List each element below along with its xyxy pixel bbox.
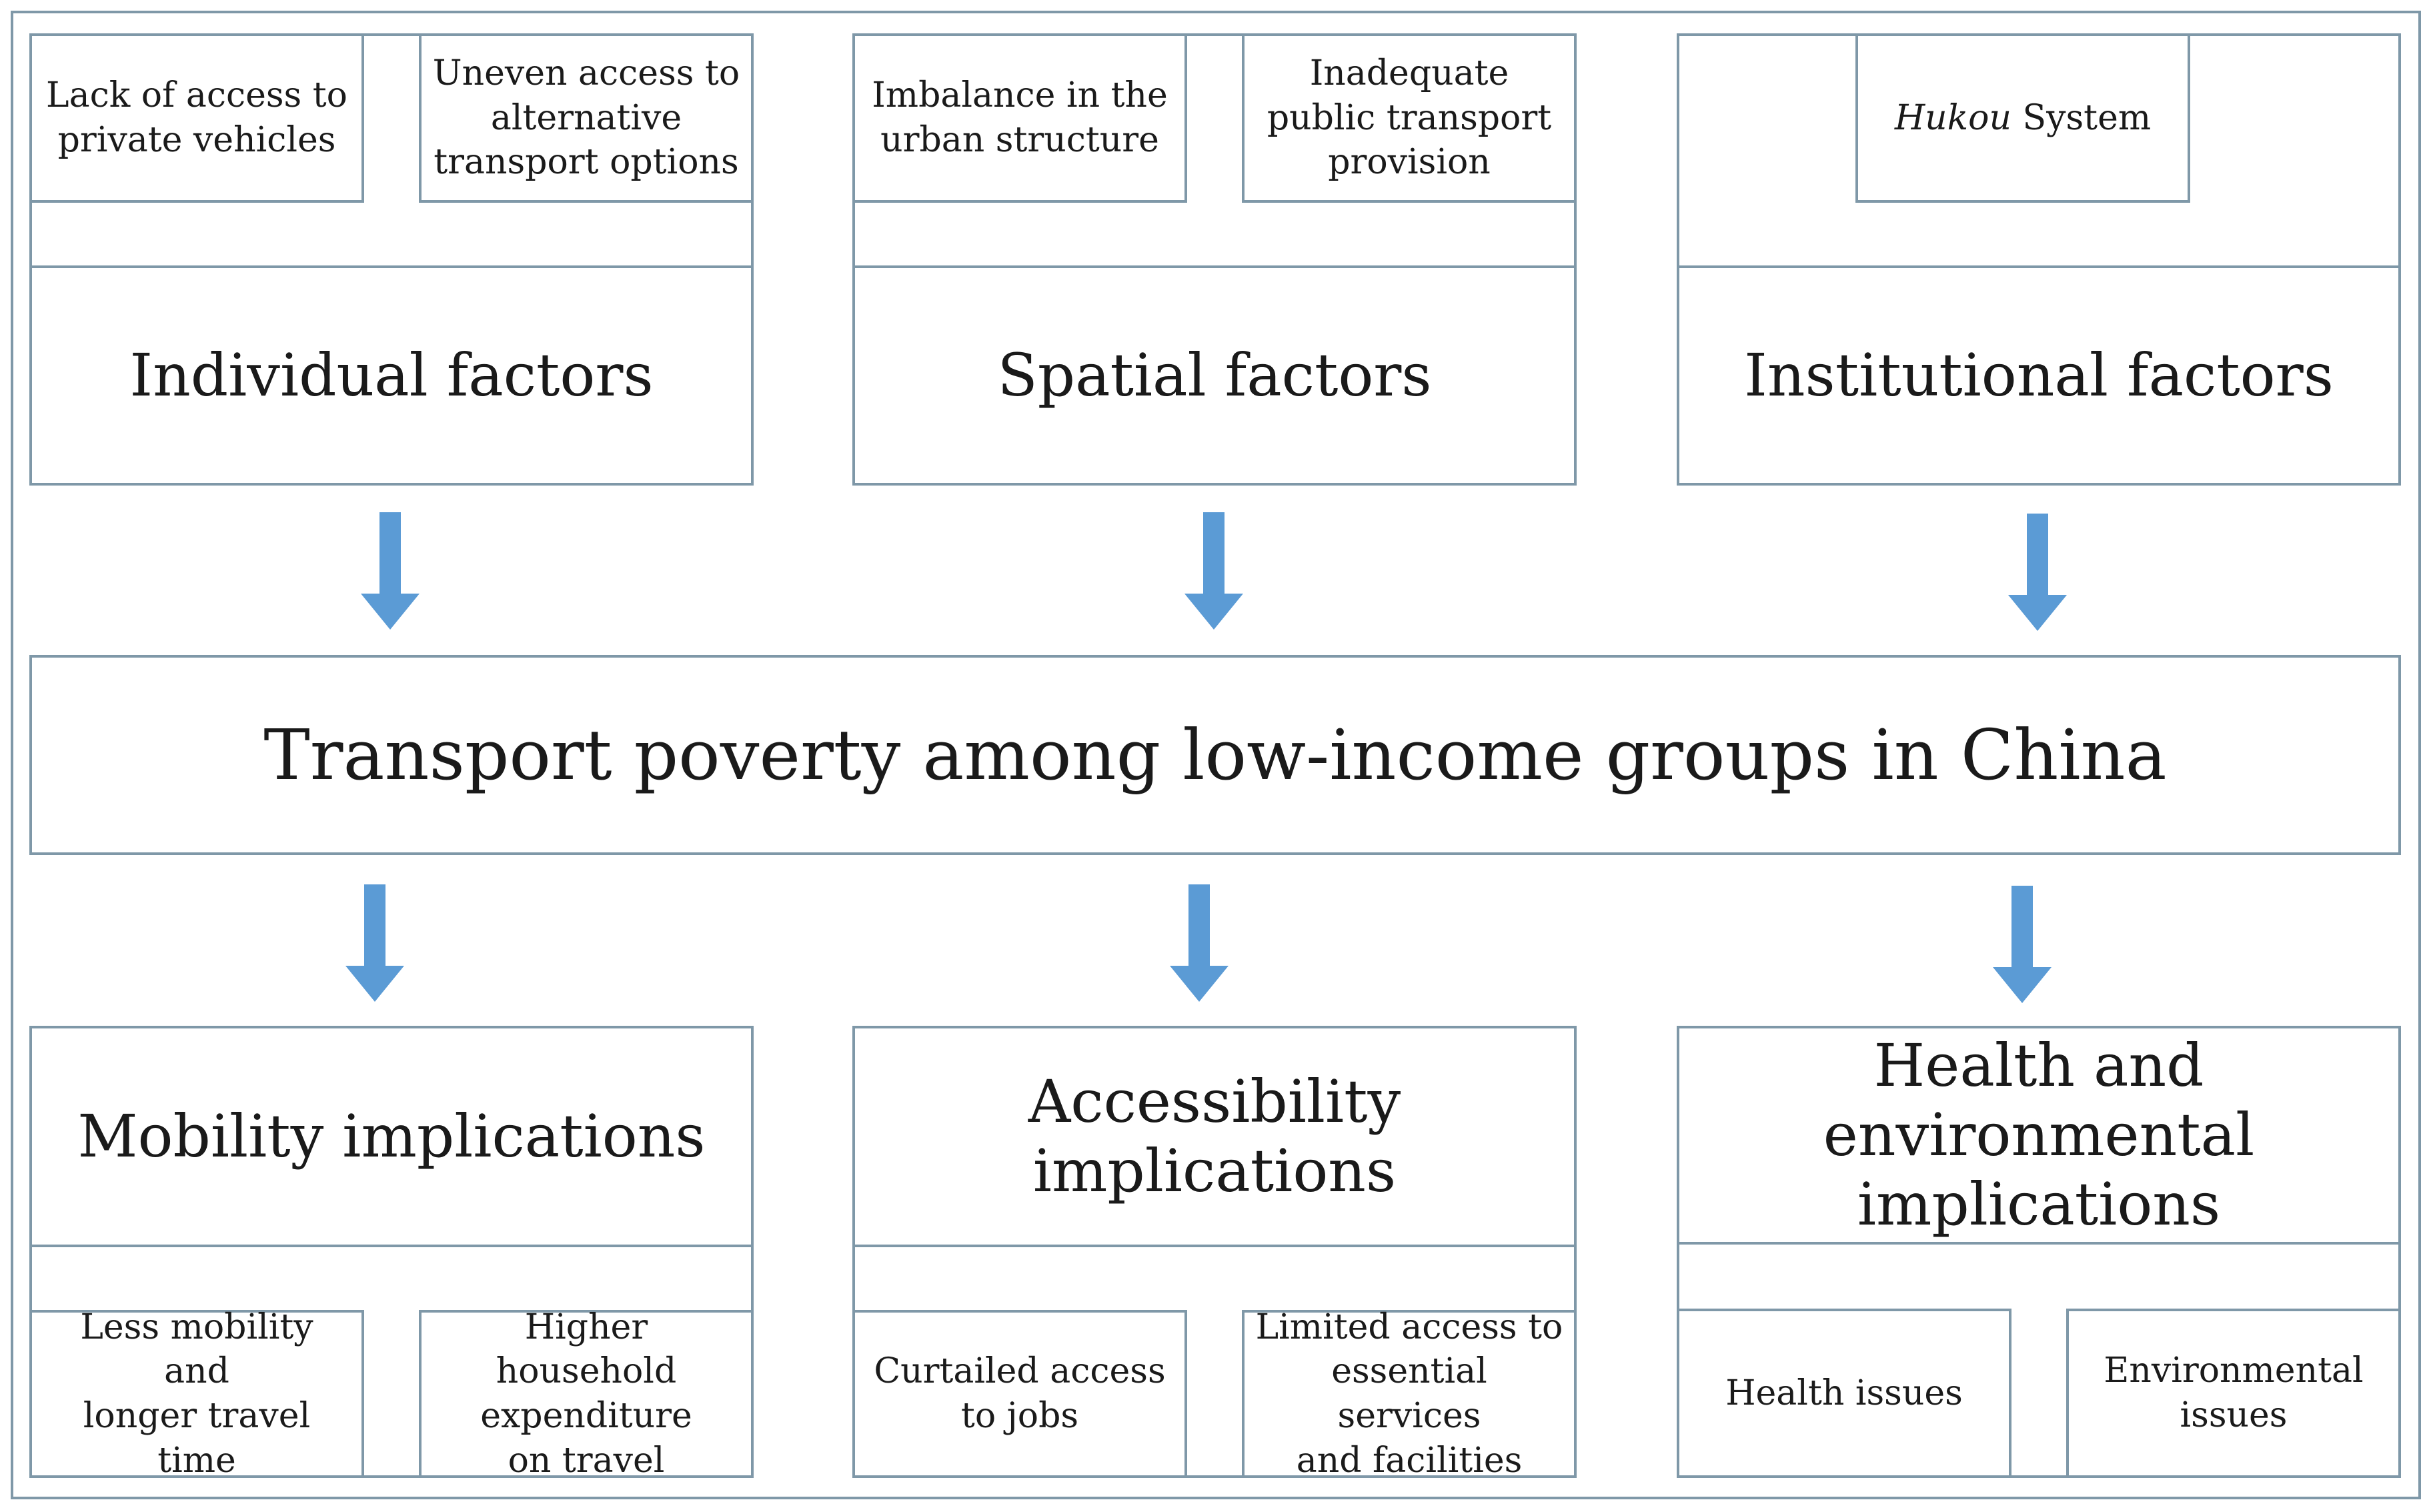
health-implications-title: Health and environmental implications <box>1677 1026 2401 1245</box>
mobility-implications-title: Mobility implications <box>29 1026 754 1247</box>
arrow-down-accessibility <box>1166 884 1233 1002</box>
individual-item-alternative-transport: Uneven access to alternative transport options <box>419 33 754 203</box>
arrow-down-institutional <box>2004 514 2071 631</box>
health-item-health-issues: Health issues <box>1677 1309 2011 1478</box>
arrow-down-spatial <box>1180 512 1247 630</box>
individual-factors-title: Individual factors <box>29 265 754 486</box>
health-item-environmental-issues: Environmental issues <box>2066 1309 2401 1478</box>
hukou-term: Hukou <box>1894 97 2011 138</box>
mobility-item-expenditure: Higher household expenditure on travel <box>419 1310 754 1478</box>
arrow-down-individual <box>357 512 424 630</box>
accessibility-item-jobs: Curtailed access to jobs <box>852 1310 1187 1478</box>
individual-item-private-vehicles: Lack of access to private vehicles <box>29 33 364 203</box>
spatial-item-public-transport: Inadequate public transport provision <box>1242 33 1577 203</box>
mobility-item-travel-time: Less mobility and longer travel time <box>29 1310 364 1478</box>
institutional-factors-title: Institutional factors <box>1677 265 2401 486</box>
arrow-down-mobility <box>341 884 408 1002</box>
accessibility-implications-title: Accessibility implications <box>852 1026 1577 1247</box>
arrow-down-health <box>1989 886 2056 1003</box>
system-term: System <box>2011 97 2152 138</box>
institutional-item-hukou <box>1855 33 2190 203</box>
spatial-factors-title: Spatial factors <box>852 265 1577 486</box>
accessibility-item-services: Limited access to essential services and facilities <box>1242 1310 1577 1478</box>
spatial-item-urban-structure: Imbalance in the urban structure <box>852 33 1187 203</box>
center-transport-poverty: Transport poverty among low-income groups in China <box>29 655 2401 855</box>
